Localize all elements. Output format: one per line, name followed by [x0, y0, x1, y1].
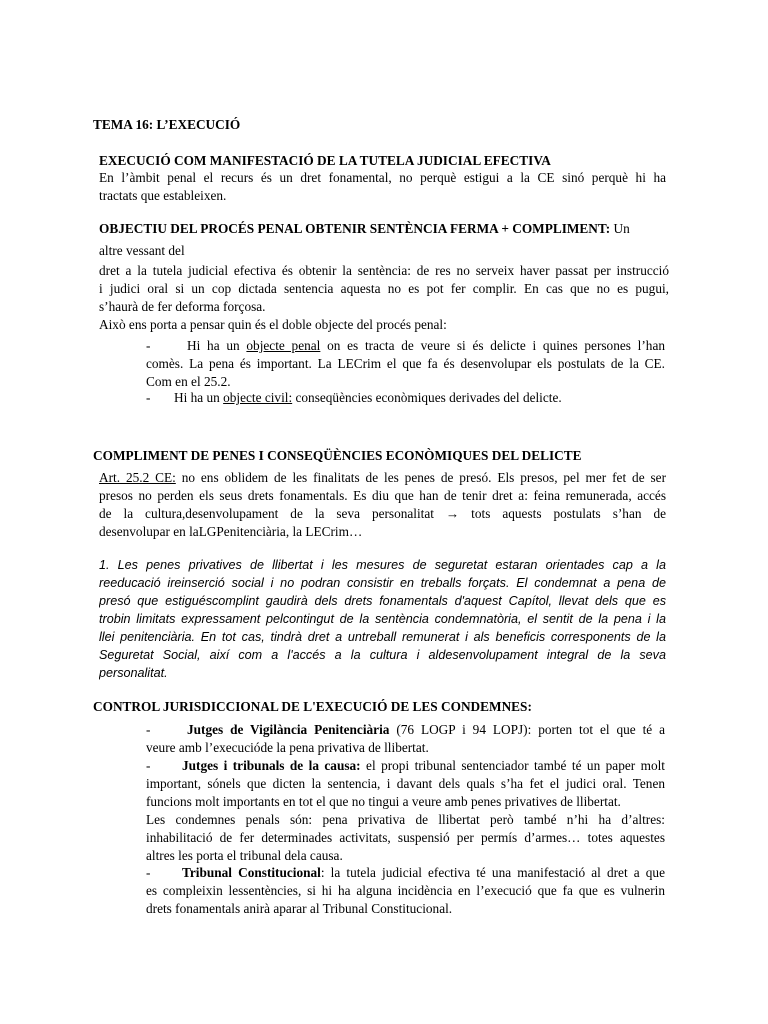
text-line: presó que estiguéscomplint gaudirà dels drets fonamentals d'aquest Capítol, llevat dels que es: [99, 594, 666, 608]
text-line: dret a la tutela judicial efectiva és obtenir la sentència: de res no serveix haver passat per instrucció: [99, 263, 669, 278]
term-objecte-civil: objecte civil:: [223, 390, 293, 405]
bullet-dash: -: [146, 758, 151, 773]
article-reference: Art. 25.2 CE:: [99, 470, 176, 485]
bullet-dash: -: [146, 338, 151, 353]
text-line: important, sónels que dicten la sentencia, i davant dels quals s’ha fet el judici oral. Tenen: [146, 776, 665, 791]
term-objecte-penal: objecte penal: [246, 338, 321, 353]
bullet-dash: -: [146, 722, 151, 737]
section-paragraph-art-25-2: [99, 469, 666, 541]
text-line: [99, 220, 669, 242]
list-item-tribunal-constitucional: [146, 864, 665, 918]
text-line: comès. La pena és important. La LECrim el que fa és desenvolupar els postulats de la CE.: [146, 356, 665, 371]
text-line: En l’àmbit penal el recurs és un dret fonamental, no perquè estigui a la CE sinó perquè hi ha: [99, 170, 666, 185]
quoted-article-text: [99, 556, 666, 682]
bullet-dash: -: [146, 865, 151, 880]
text-line: Les condemnes penals són: pena privativa de llibertat però també n’hi ha d’altres:: [146, 812, 665, 827]
section-paragraph-recurs: [99, 169, 666, 205]
text-line: [146, 337, 665, 355]
text-line: s’haurà de fer deforma forçosa.: [99, 299, 266, 314]
text-line: inhabilitació de fer determinades activitats, suspensió per permís d’armes… totes aquestes: [146, 830, 665, 845]
term-tribunal-constitucional: Tribunal Constitucional: [182, 865, 321, 880]
text-line: funcions molt importants en tot el que no tingui a veure amb penes privatives de llibertat.: [146, 794, 621, 809]
section-heading-execucio: EXECUCIÓ COM MANIFESTACIÓ DE LA TUTELA JUDICIAL EFECTIVA: [99, 153, 551, 168]
list-item-objecte-civil: [146, 389, 665, 407]
term-jutges-vigilancia: Jutges de Vigilància Penitenciària: [187, 722, 390, 737]
term-jutges-tribunals: Jutges i tribunals de la causa:: [182, 758, 361, 773]
text-line: llei penitenciària. En tot cas, tindrà dret a untreball remunerat i als beneficis corresponents de la: [99, 630, 666, 644]
text-line: desenvolupar en laLGPenitenciària, la LECrim…: [99, 524, 363, 539]
text-line: es compleixin lessentències, si hi ha alguna incidència en l’execució que fa que es vulnerin: [146, 883, 665, 898]
text-line: presos no perden els seus drets fonamentals. Es diu que han de tenir dret a: feina remunerada, accés: [99, 488, 666, 503]
text-line: veure amb l’execucióde la pena privativa de llibertat.: [146, 740, 429, 755]
text-span: (76 LOGP i 94 LOPJ): porten tot el que té a: [389, 722, 665, 737]
text-span: : la tutela judicial efectiva té una manifestació al dret a que: [320, 865, 665, 880]
text-span: Hi ha un: [174, 390, 224, 405]
text-line: de la cultura,desenvolupament de la seva personalitat → tots aquests postulats s’han de: [99, 506, 666, 521]
text-line: drets fonamentals anirà aparar al Tribunal Constitucional.: [146, 901, 453, 916]
text-line: tractats que estableixen.: [99, 188, 227, 203]
text-line: altre vessant del: [99, 243, 185, 258]
heading-tail-text: Un: [610, 221, 630, 236]
document-title: TEMA 16: L’EXECUCIÓ: [93, 117, 241, 132]
text-span: on es tracta de veure si és delicte i quines persones l’han: [320, 338, 665, 353]
text-line: i judici oral si un cop dictada sentencia aquesta no es pot fer complir. En cas que no es pugui,: [99, 281, 669, 296]
text-line: [146, 721, 665, 739]
text-line: personalitat.: [99, 666, 168, 680]
text-line: Com en el 25.2.: [146, 374, 231, 389]
section-heading-control: CONTROL JURISDICCIONAL DE L'EXECUCIÓ DE LES CONDEMNES:: [93, 699, 532, 714]
text-line: trobin limitats expressament pelcontingut de la sentència condemnatòria, el sentit de la pena i la: [99, 612, 666, 626]
list-item-jutges-vigilancia: [146, 721, 665, 757]
section-heading-compliment: COMPLIMENT DE PENES I CONSEQÜÈNCIES ECONÒMIQUES DEL DELICTE: [93, 448, 582, 463]
section-heading-objectiu: OBJECTIU DEL PROCÉS PENAL OBTENIR SENTÈNCIA FERMA + COMPLIMENT:: [99, 221, 611, 236]
text-line: Això ens porta a pensar quin és el doble objecte del procés penal:: [99, 317, 447, 332]
text-line: 1. Les penes privatives de llibertat i les mesures de seguretat estaran orientades cap a la: [99, 558, 666, 572]
text-span: Hi ha un: [187, 338, 247, 353]
bullet-dash: -: [146, 390, 151, 405]
text-line: [146, 389, 665, 407]
text-line: Seguretat Social, així com a l'accés a la cultura i aldesenvolupament integral de la seva: [99, 648, 666, 662]
text-line: [146, 864, 665, 882]
text-line: [99, 469, 666, 487]
text-line: reeducació ireinserció social i no podran consistir en treballs forçats. El condemnat a pena de: [99, 576, 666, 590]
list-item-objecte-penal: [146, 337, 665, 391]
list-item-jutges-tribunals: [146, 757, 665, 865]
section-objectiu: [99, 220, 669, 334]
text-span: el propi tribunal sentenciador també té un paper molt: [360, 758, 665, 773]
text-line: [146, 757, 665, 775]
text-span: no ens oblidem de les finalitats de les penes de presó. Els presos, pel mer fet de ser: [175, 470, 666, 485]
text-span: conseqüències econòmiques derivades del delicte.: [292, 390, 562, 405]
text-line: altres les porta el tribunal dela causa.: [146, 848, 343, 863]
